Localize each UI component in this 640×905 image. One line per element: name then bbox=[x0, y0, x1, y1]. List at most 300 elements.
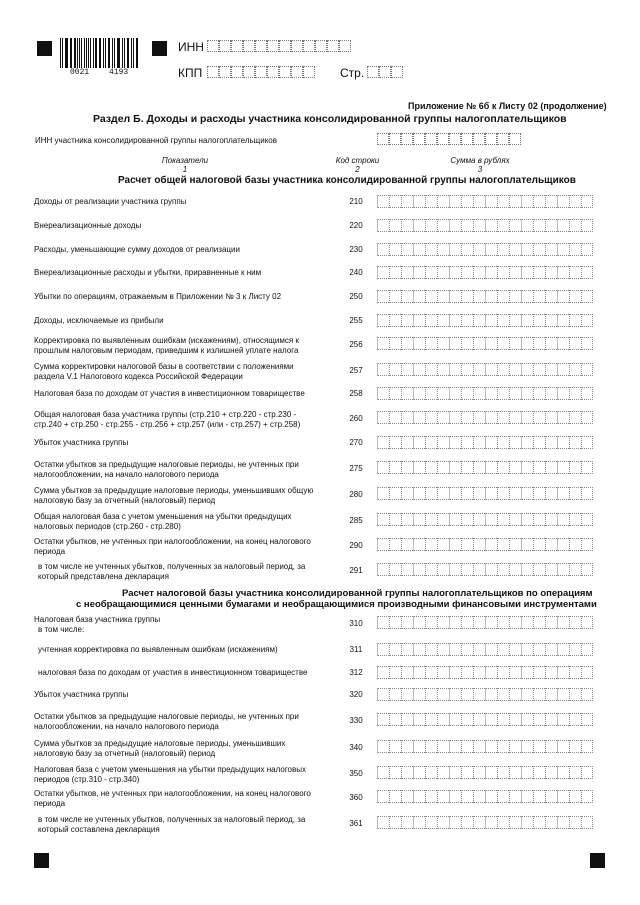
amount-cell[interactable] bbox=[557, 643, 569, 656]
amount-cell[interactable] bbox=[473, 387, 485, 400]
amount-cell[interactable] bbox=[545, 436, 557, 449]
amount-cell[interactable] bbox=[533, 461, 545, 474]
amount-cell[interactable] bbox=[377, 666, 389, 679]
amount-cell[interactable] bbox=[521, 513, 533, 526]
amount-cell[interactable] bbox=[521, 363, 533, 376]
amount-cell[interactable] bbox=[533, 314, 545, 327]
amount-cell[interactable] bbox=[557, 790, 569, 803]
amount-cell[interactable] bbox=[485, 487, 497, 500]
amount-cell[interactable] bbox=[425, 766, 437, 779]
amount-cell[interactable] bbox=[437, 219, 449, 232]
amount-cell[interactable] bbox=[425, 411, 437, 424]
amount-cell[interactable] bbox=[461, 666, 473, 679]
amount-cell[interactable] bbox=[545, 363, 557, 376]
amount-cell[interactable] bbox=[425, 436, 437, 449]
amount-cell[interactable] bbox=[509, 363, 521, 376]
amount-cell[interactable] bbox=[401, 314, 413, 327]
amount-cell[interactable] bbox=[461, 436, 473, 449]
amount-cell[interactable] bbox=[389, 487, 401, 500]
amount-cell[interactable] bbox=[437, 487, 449, 500]
amount-cell[interactable] bbox=[461, 337, 473, 350]
amount-cell[interactable] bbox=[557, 740, 569, 753]
row-amount-field-310[interactable] bbox=[377, 616, 593, 629]
amount-cell[interactable] bbox=[533, 266, 545, 279]
amount-cell[interactable] bbox=[521, 461, 533, 474]
amount-cell[interactable] bbox=[389, 766, 401, 779]
amount-cell[interactable] bbox=[461, 363, 473, 376]
amount-cell[interactable] bbox=[497, 766, 509, 779]
amount-cell[interactable] bbox=[461, 563, 473, 576]
amount-cell[interactable] bbox=[473, 266, 485, 279]
amount-cell[interactable] bbox=[449, 314, 461, 327]
amount-cell[interactable] bbox=[401, 195, 413, 208]
amount-cell[interactable] bbox=[533, 219, 545, 232]
amount-cell[interactable] bbox=[437, 363, 449, 376]
input-cell[interactable] bbox=[389, 133, 401, 145]
amount-cell[interactable] bbox=[449, 538, 461, 551]
row-amount-field-210[interactable] bbox=[377, 195, 593, 208]
amount-cell[interactable] bbox=[389, 266, 401, 279]
amount-cell[interactable] bbox=[509, 461, 521, 474]
amount-cell[interactable] bbox=[569, 337, 581, 350]
amount-cell[interactable] bbox=[401, 363, 413, 376]
amount-cell[interactable] bbox=[449, 513, 461, 526]
amount-cell[interactable] bbox=[377, 766, 389, 779]
amount-cell[interactable] bbox=[401, 487, 413, 500]
amount-cell[interactable] bbox=[485, 643, 497, 656]
amount-cell[interactable] bbox=[581, 487, 593, 500]
amount-cell[interactable] bbox=[437, 513, 449, 526]
amount-cell[interactable] bbox=[545, 740, 557, 753]
amount-cell[interactable] bbox=[545, 195, 557, 208]
amount-cell[interactable] bbox=[581, 363, 593, 376]
amount-cell[interactable] bbox=[425, 538, 437, 551]
amount-cell[interactable] bbox=[509, 740, 521, 753]
amount-cell[interactable] bbox=[413, 387, 425, 400]
amount-cell[interactable] bbox=[557, 314, 569, 327]
amount-cell[interactable] bbox=[449, 790, 461, 803]
amount-cell[interactable] bbox=[401, 219, 413, 232]
amount-cell[interactable] bbox=[413, 314, 425, 327]
amount-cell[interactable] bbox=[509, 436, 521, 449]
amount-cell[interactable] bbox=[569, 688, 581, 701]
amount-cell[interactable] bbox=[509, 513, 521, 526]
amount-cell[interactable] bbox=[485, 290, 497, 303]
input-cell[interactable] bbox=[401, 133, 413, 145]
amount-cell[interactable] bbox=[449, 740, 461, 753]
amount-cell[interactable] bbox=[413, 487, 425, 500]
amount-cell[interactable] bbox=[485, 387, 497, 400]
amount-cell[interactable] bbox=[461, 387, 473, 400]
amount-cell[interactable] bbox=[401, 436, 413, 449]
amount-cell[interactable] bbox=[473, 713, 485, 726]
amount-cell[interactable] bbox=[449, 816, 461, 829]
amount-cell[interactable] bbox=[569, 436, 581, 449]
amount-cell[interactable] bbox=[389, 790, 401, 803]
amount-cell[interactable] bbox=[437, 266, 449, 279]
amount-cell[interactable] bbox=[497, 513, 509, 526]
amount-cell[interactable] bbox=[569, 266, 581, 279]
amount-cell[interactable] bbox=[581, 513, 593, 526]
amount-cell[interactable] bbox=[449, 363, 461, 376]
amount-cell[interactable] bbox=[581, 219, 593, 232]
amount-cell[interactable] bbox=[425, 363, 437, 376]
amount-cell[interactable] bbox=[437, 563, 449, 576]
input-cell[interactable] bbox=[413, 133, 425, 145]
amount-cell[interactable] bbox=[545, 713, 557, 726]
amount-cell[interactable] bbox=[389, 461, 401, 474]
input-cell[interactable] bbox=[255, 66, 267, 78]
amount-cell[interactable] bbox=[521, 387, 533, 400]
amount-cell[interactable] bbox=[497, 314, 509, 327]
amount-cell[interactable] bbox=[401, 337, 413, 350]
amount-cell[interactable] bbox=[569, 616, 581, 629]
amount-cell[interactable] bbox=[425, 790, 437, 803]
row-amount-field-256[interactable] bbox=[377, 337, 593, 350]
amount-cell[interactable] bbox=[473, 487, 485, 500]
amount-cell[interactable] bbox=[521, 616, 533, 629]
amount-cell[interactable] bbox=[461, 243, 473, 256]
amount-cell[interactable] bbox=[413, 713, 425, 726]
amount-cell[interactable] bbox=[401, 513, 413, 526]
amount-cell[interactable] bbox=[449, 713, 461, 726]
amount-cell[interactable] bbox=[461, 616, 473, 629]
amount-cell[interactable] bbox=[497, 563, 509, 576]
amount-cell[interactable] bbox=[461, 643, 473, 656]
amount-cell[interactable] bbox=[521, 243, 533, 256]
amount-cell[interactable] bbox=[449, 290, 461, 303]
amount-cell[interactable] bbox=[389, 713, 401, 726]
amount-cell[interactable] bbox=[437, 387, 449, 400]
amount-cell[interactable] bbox=[449, 616, 461, 629]
input-cell[interactable] bbox=[291, 40, 303, 52]
amount-cell[interactable] bbox=[413, 436, 425, 449]
amount-cell[interactable] bbox=[485, 740, 497, 753]
amount-cell[interactable] bbox=[461, 740, 473, 753]
amount-cell[interactable] bbox=[557, 266, 569, 279]
amount-cell[interactable] bbox=[377, 616, 389, 629]
amount-cell[interactable] bbox=[425, 219, 437, 232]
amount-cell[interactable] bbox=[425, 387, 437, 400]
amount-cell[interactable] bbox=[569, 816, 581, 829]
amount-cell[interactable] bbox=[377, 790, 389, 803]
amount-cell[interactable] bbox=[569, 243, 581, 256]
amount-cell[interactable] bbox=[401, 816, 413, 829]
amount-cell[interactable] bbox=[581, 666, 593, 679]
row-amount-field-285[interactable] bbox=[377, 513, 593, 526]
input-cell[interactable] bbox=[377, 133, 389, 145]
amount-cell[interactable] bbox=[569, 314, 581, 327]
amount-cell[interactable] bbox=[389, 816, 401, 829]
input-cell[interactable] bbox=[231, 66, 243, 78]
amount-cell[interactable] bbox=[473, 563, 485, 576]
amount-cell[interactable] bbox=[497, 411, 509, 424]
amount-cell[interactable] bbox=[437, 766, 449, 779]
amount-cell[interactable] bbox=[521, 713, 533, 726]
page-number-field[interactable] bbox=[367, 66, 403, 78]
amount-cell[interactable] bbox=[377, 816, 389, 829]
amount-cell[interactable] bbox=[473, 461, 485, 474]
input-cell[interactable] bbox=[267, 40, 279, 52]
amount-cell[interactable] bbox=[425, 713, 437, 726]
amount-cell[interactable] bbox=[425, 461, 437, 474]
input-cell[interactable] bbox=[461, 133, 473, 145]
amount-cell[interactable] bbox=[533, 513, 545, 526]
amount-cell[interactable] bbox=[557, 713, 569, 726]
amount-cell[interactable] bbox=[545, 337, 557, 350]
amount-cell[interactable] bbox=[497, 643, 509, 656]
amount-cell[interactable] bbox=[557, 666, 569, 679]
amount-cell[interactable] bbox=[533, 563, 545, 576]
amount-cell[interactable] bbox=[569, 790, 581, 803]
row-amount-field-255[interactable] bbox=[377, 314, 593, 327]
amount-cell[interactable] bbox=[389, 411, 401, 424]
amount-cell[interactable] bbox=[389, 243, 401, 256]
amount-cell[interactable] bbox=[413, 538, 425, 551]
amount-cell[interactable] bbox=[545, 219, 557, 232]
amount-cell[interactable] bbox=[377, 337, 389, 350]
amount-cell[interactable] bbox=[533, 713, 545, 726]
amount-cell[interactable] bbox=[485, 436, 497, 449]
amount-cell[interactable] bbox=[509, 195, 521, 208]
amount-cell[interactable] bbox=[413, 219, 425, 232]
amount-cell[interactable] bbox=[437, 195, 449, 208]
amount-cell[interactable] bbox=[569, 713, 581, 726]
amount-cell[interactable] bbox=[461, 790, 473, 803]
amount-cell[interactable] bbox=[437, 713, 449, 726]
amount-cell[interactable] bbox=[581, 290, 593, 303]
amount-cell[interactable] bbox=[557, 563, 569, 576]
amount-cell[interactable] bbox=[497, 243, 509, 256]
amount-cell[interactable] bbox=[449, 195, 461, 208]
amount-cell[interactable] bbox=[557, 816, 569, 829]
input-cell[interactable] bbox=[231, 40, 243, 52]
amount-cell[interactable] bbox=[557, 195, 569, 208]
row-amount-field-230[interactable] bbox=[377, 243, 593, 256]
amount-cell[interactable] bbox=[485, 266, 497, 279]
input-cell[interactable] bbox=[485, 133, 497, 145]
amount-cell[interactable] bbox=[377, 538, 389, 551]
amount-cell[interactable] bbox=[521, 195, 533, 208]
amount-cell[interactable] bbox=[389, 219, 401, 232]
amount-cell[interactable] bbox=[545, 290, 557, 303]
amount-cell[interactable] bbox=[461, 688, 473, 701]
amount-cell[interactable] bbox=[389, 314, 401, 327]
input-cell[interactable] bbox=[279, 40, 291, 52]
amount-cell[interactable] bbox=[509, 766, 521, 779]
input-cell[interactable] bbox=[219, 40, 231, 52]
row-amount-field-291[interactable] bbox=[377, 563, 593, 576]
amount-cell[interactable] bbox=[497, 713, 509, 726]
amount-cell[interactable] bbox=[497, 290, 509, 303]
amount-cell[interactable] bbox=[389, 616, 401, 629]
amount-cell[interactable] bbox=[449, 563, 461, 576]
amount-cell[interactable] bbox=[581, 387, 593, 400]
amount-cell[interactable] bbox=[569, 290, 581, 303]
row-amount-field-220[interactable] bbox=[377, 219, 593, 232]
amount-cell[interactable] bbox=[461, 487, 473, 500]
amount-cell[interactable] bbox=[509, 538, 521, 551]
amount-cell[interactable] bbox=[497, 790, 509, 803]
amount-cell[interactable] bbox=[545, 643, 557, 656]
amount-cell[interactable] bbox=[533, 487, 545, 500]
amount-cell[interactable] bbox=[485, 243, 497, 256]
amount-cell[interactable] bbox=[509, 713, 521, 726]
input-cell[interactable] bbox=[449, 133, 461, 145]
amount-cell[interactable] bbox=[581, 314, 593, 327]
amount-cell[interactable] bbox=[473, 411, 485, 424]
amount-cell[interactable] bbox=[509, 266, 521, 279]
amount-cell[interactable] bbox=[377, 461, 389, 474]
amount-cell[interactable] bbox=[473, 337, 485, 350]
amount-cell[interactable] bbox=[401, 266, 413, 279]
amount-cell[interactable] bbox=[473, 616, 485, 629]
amount-cell[interactable] bbox=[473, 219, 485, 232]
amount-cell[interactable] bbox=[377, 487, 389, 500]
amount-cell[interactable] bbox=[425, 643, 437, 656]
amount-cell[interactable] bbox=[449, 461, 461, 474]
amount-cell[interactable] bbox=[401, 387, 413, 400]
amount-cell[interactable] bbox=[569, 195, 581, 208]
amount-cell[interactable] bbox=[521, 766, 533, 779]
amount-cell[interactable] bbox=[581, 643, 593, 656]
amount-cell[interactable] bbox=[377, 266, 389, 279]
amount-cell[interactable] bbox=[533, 387, 545, 400]
amount-cell[interactable] bbox=[557, 616, 569, 629]
amount-cell[interactable] bbox=[521, 688, 533, 701]
amount-cell[interactable] bbox=[497, 538, 509, 551]
amount-cell[interactable] bbox=[557, 387, 569, 400]
amount-cell[interactable] bbox=[413, 266, 425, 279]
amount-cell[interactable] bbox=[401, 766, 413, 779]
amount-cell[interactable] bbox=[449, 766, 461, 779]
amount-cell[interactable] bbox=[461, 266, 473, 279]
amount-cell[interactable] bbox=[413, 461, 425, 474]
amount-cell[interactable] bbox=[533, 740, 545, 753]
amount-cell[interactable] bbox=[557, 436, 569, 449]
amount-cell[interactable] bbox=[437, 816, 449, 829]
amount-cell[interactable] bbox=[461, 816, 473, 829]
amount-cell[interactable] bbox=[521, 643, 533, 656]
amount-cell[interactable] bbox=[485, 363, 497, 376]
amount-cell[interactable] bbox=[461, 766, 473, 779]
amount-cell[interactable] bbox=[461, 411, 473, 424]
amount-cell[interactable] bbox=[389, 363, 401, 376]
amount-cell[interactable] bbox=[437, 337, 449, 350]
participant-inn-field[interactable] bbox=[377, 133, 521, 145]
amount-cell[interactable] bbox=[461, 461, 473, 474]
amount-cell[interactable] bbox=[377, 563, 389, 576]
row-amount-field-257[interactable] bbox=[377, 363, 593, 376]
amount-cell[interactable] bbox=[473, 363, 485, 376]
amount-cell[interactable] bbox=[413, 688, 425, 701]
amount-cell[interactable] bbox=[389, 290, 401, 303]
amount-cell[interactable] bbox=[425, 563, 437, 576]
amount-cell[interactable] bbox=[485, 337, 497, 350]
amount-cell[interactable] bbox=[569, 538, 581, 551]
row-amount-field-330[interactable] bbox=[377, 713, 593, 726]
amount-cell[interactable] bbox=[449, 666, 461, 679]
amount-cell[interactable] bbox=[437, 461, 449, 474]
amount-cell[interactable] bbox=[509, 666, 521, 679]
amount-cell[interactable] bbox=[509, 387, 521, 400]
amount-cell[interactable] bbox=[509, 790, 521, 803]
amount-cell[interactable] bbox=[545, 688, 557, 701]
amount-cell[interactable] bbox=[581, 195, 593, 208]
amount-cell[interactable] bbox=[581, 790, 593, 803]
amount-cell[interactable] bbox=[569, 219, 581, 232]
amount-cell[interactable] bbox=[569, 666, 581, 679]
amount-cell[interactable] bbox=[521, 290, 533, 303]
amount-cell[interactable] bbox=[509, 337, 521, 350]
input-cell[interactable] bbox=[267, 66, 279, 78]
amount-cell[interactable] bbox=[485, 219, 497, 232]
amount-cell[interactable] bbox=[497, 666, 509, 679]
input-cell[interactable] bbox=[425, 133, 437, 145]
inn-field[interactable] bbox=[207, 40, 351, 52]
amount-cell[interactable] bbox=[425, 666, 437, 679]
amount-cell[interactable] bbox=[521, 314, 533, 327]
amount-cell[interactable] bbox=[401, 411, 413, 424]
amount-cell[interactable] bbox=[473, 195, 485, 208]
amount-cell[interactable] bbox=[545, 387, 557, 400]
amount-cell[interactable] bbox=[569, 363, 581, 376]
amount-cell[interactable] bbox=[509, 290, 521, 303]
input-cell[interactable] bbox=[437, 133, 449, 145]
amount-cell[interactable] bbox=[437, 688, 449, 701]
amount-cell[interactable] bbox=[497, 740, 509, 753]
amount-cell[interactable] bbox=[533, 790, 545, 803]
amount-cell[interactable] bbox=[413, 766, 425, 779]
kpp-field[interactable] bbox=[207, 66, 315, 78]
amount-cell[interactable] bbox=[425, 314, 437, 327]
amount-cell[interactable] bbox=[377, 363, 389, 376]
amount-cell[interactable] bbox=[437, 643, 449, 656]
amount-cell[interactable] bbox=[437, 243, 449, 256]
amount-cell[interactable] bbox=[485, 513, 497, 526]
input-cell[interactable] bbox=[207, 40, 219, 52]
amount-cell[interactable] bbox=[557, 487, 569, 500]
amount-cell[interactable] bbox=[389, 337, 401, 350]
amount-cell[interactable] bbox=[461, 713, 473, 726]
amount-cell[interactable] bbox=[401, 666, 413, 679]
amount-cell[interactable] bbox=[413, 666, 425, 679]
amount-cell[interactable] bbox=[377, 643, 389, 656]
amount-cell[interactable] bbox=[545, 266, 557, 279]
amount-cell[interactable] bbox=[557, 290, 569, 303]
amount-cell[interactable] bbox=[545, 513, 557, 526]
amount-cell[interactable] bbox=[485, 816, 497, 829]
amount-cell[interactable] bbox=[377, 243, 389, 256]
amount-cell[interactable] bbox=[545, 666, 557, 679]
amount-cell[interactable] bbox=[389, 538, 401, 551]
amount-cell[interactable] bbox=[413, 816, 425, 829]
amount-cell[interactable] bbox=[413, 363, 425, 376]
amount-cell[interactable] bbox=[521, 740, 533, 753]
amount-cell[interactable] bbox=[581, 688, 593, 701]
amount-cell[interactable] bbox=[473, 243, 485, 256]
amount-cell[interactable] bbox=[413, 740, 425, 753]
amount-cell[interactable] bbox=[485, 666, 497, 679]
amount-cell[interactable] bbox=[581, 411, 593, 424]
amount-cell[interactable] bbox=[413, 616, 425, 629]
amount-cell[interactable] bbox=[485, 563, 497, 576]
amount-cell[interactable] bbox=[581, 538, 593, 551]
amount-cell[interactable] bbox=[389, 666, 401, 679]
amount-cell[interactable] bbox=[449, 411, 461, 424]
row-amount-field-350[interactable] bbox=[377, 766, 593, 779]
amount-cell[interactable] bbox=[377, 436, 389, 449]
